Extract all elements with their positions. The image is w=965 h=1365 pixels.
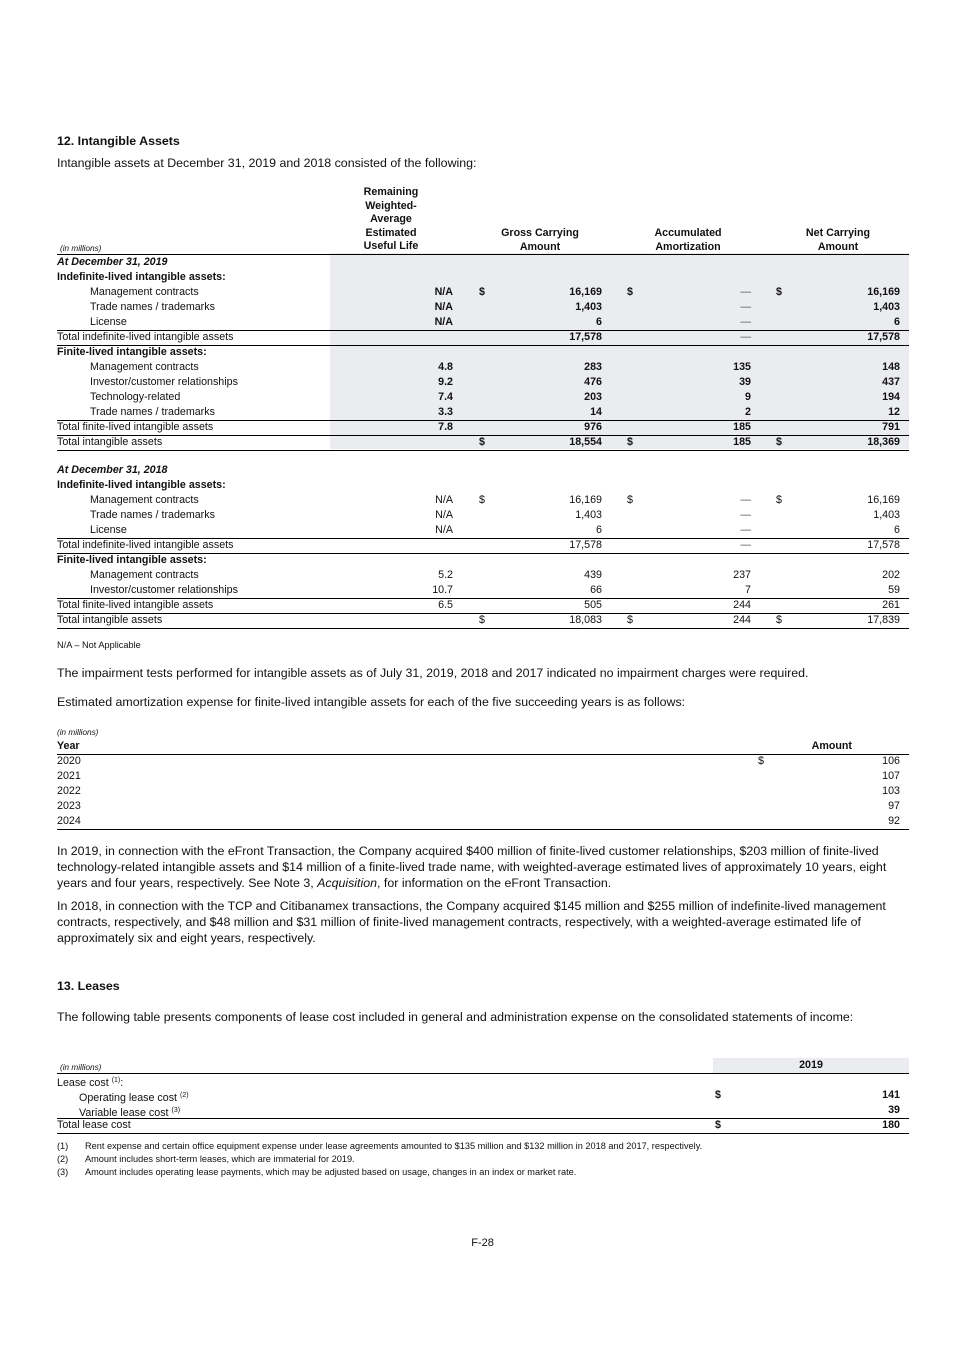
paragraph-2018-acquisitions: In 2018, in connection with the TCP and Citibanamex transactions, the Company acquired $145 million and $255 million of indefinite-lived management contracts, respectively, and $48 million and $31 million of finite-lived management contracts, respectively, with a weighted-average estimated life of approximately six and eight years, respectively. [57,899,886,945]
table-row: 2023 97 [57,800,900,812]
amort-header: Year Amount [57,740,852,752]
section-12-intro: Intangible assets at December 31, 2019 and 2018 consisted of the following: [57,156,477,170]
rule [57,1133,909,1134]
na-note: N/A – Not Applicable [57,640,141,650]
table-row: Management contracts 4.8 283 135 148 [90,361,900,373]
table-row: Trade names / trademarks N/A 1,403 — 1,403 [90,509,900,521]
lease-header: 2019 [799,1059,823,1071]
table-units: (in millions) [60,244,102,253]
col-header-accum: Accumulated Amortization [654,227,722,253]
table-row-total: Total indefinite-lived intangible assets 17,578 — 17,578 [57,539,900,551]
col-header-net: Net Carrying Amount [805,227,871,253]
table-row: Management contracts N/A $ 16,169 $ — $ 16,169 [90,494,900,506]
table-row-total: Total indefinite-lived intangible assets 17,578 — 17,578 [57,331,900,343]
table-row-grand-total: Total intangible assets $ 18,554 $ 185 $ 18,369 [57,436,900,448]
table-row: Trade names / trademarks N/A 1,403 — 1,403 [90,301,900,313]
heading-2018: At December 31, 2018 [57,464,168,476]
table-row-total: Total finite-lived intangible assets 7.8 976 185 791 [57,421,900,433]
lease-units: (in millions) [60,1063,102,1072]
fin-heading-2018: Finite-lived intangible assets: [57,554,207,566]
indef-heading-2018: Indefinite-lived intangible assets: [57,479,226,491]
table-row-grand-total: Total intangible assets $ 18,083 $ 244 $ 17,839 [57,614,900,626]
page-number: F-28 [471,1237,494,1249]
col-header-useful-life: Remaining Weighted- Average Estimated Useful Life [363,186,419,252]
section-12-title: 12. Intangible Assets [57,134,180,148]
table-row-total: Total lease cost $ 180 [57,1119,900,1131]
heading-2019: At December 31, 2019 [57,256,168,268]
footnote: (2) Amount includes short-term leases, which are immaterial for 2019. [57,1154,355,1164]
table-row: Technology-related 7.4 203 9 194 [90,391,900,403]
col-header-gross: Gross Carrying Amount [501,227,579,253]
fin-heading-2019: Finite-lived intangible assets: [57,346,207,358]
section-13-title: 13. Leases [57,979,120,993]
section-13-intro: The following table presents components of lease cost included in general and administration expense on the consolidated statements of income: [57,1010,854,1024]
table-row: License N/A 6 — 6 [90,316,900,328]
table-row: Investor/customer relationships 10.7 66 7 59 [90,584,900,596]
table-row: Trade names / trademarks 3.3 14 2 12 [90,406,900,418]
impairment-paragraph: The impairment tests performed for intangible assets as of July 31, 2019, 2018 and 2017 indicated no impairment charges were required. [57,666,809,680]
footnote: (1) Rent expense and certain office equipment expense under lease agreements amounted to $135 million and $132 million in 2018 and 2017, respectively. [57,1141,703,1151]
table-row: Operating lease cost $^{(2)}$ $ 141 [79,1089,900,1104]
footnote: (3) Amount includes operating lease payments, which may be adjusted based on usage, changes in an index or market rate. [57,1167,577,1177]
table-row: 2020 $ 106 [57,755,900,767]
rule [57,829,909,830]
table-row: 2024 92 [57,815,900,827]
rule [57,628,909,629]
table-row: Investor/customer relationships 9.2 476 39 437 [90,376,900,388]
paragraph-2019-acquisitions: In 2019, in connection with the eFront Transaction, the Company acquired $400 million of finite-lived customer relationships, $203 million of finite-lived technology-related intangible assets and $14 million of a finite-lived trade name, with weighted-average estimated lives of approximately 10 years, eight years and four years, respectively. See Note 3, Acquisition, for information on the eFront Transaction. [57,844,887,890]
table-row-total: Total finite-lived intangible assets 6.5 505 244 261 [57,599,900,611]
lease-cost-heading: Lease cost $^{(1)}$: [57,1077,124,1089]
indef-heading-2019: Indefinite-lived intangible assets: [57,271,226,283]
table-row: Management contracts N/A $ 16,169 $ — $ 16,169 [90,286,900,298]
table-row: Variable lease cost $^{(3)}$ 39 [79,1104,900,1119]
amort-units: (in millions) [57,728,99,737]
table-row: 2021 107 [57,770,900,782]
rule [57,450,909,451]
amortization-intro: Estimated amortization expense for finite-lived intangible assets for each of the five succeeding years is as follows: [57,695,686,709]
table-row: License N/A 6 — 6 [90,524,900,536]
table-row: 2022 103 [57,785,900,797]
table-row: Management contracts 5.2 439 237 202 [90,569,900,581]
